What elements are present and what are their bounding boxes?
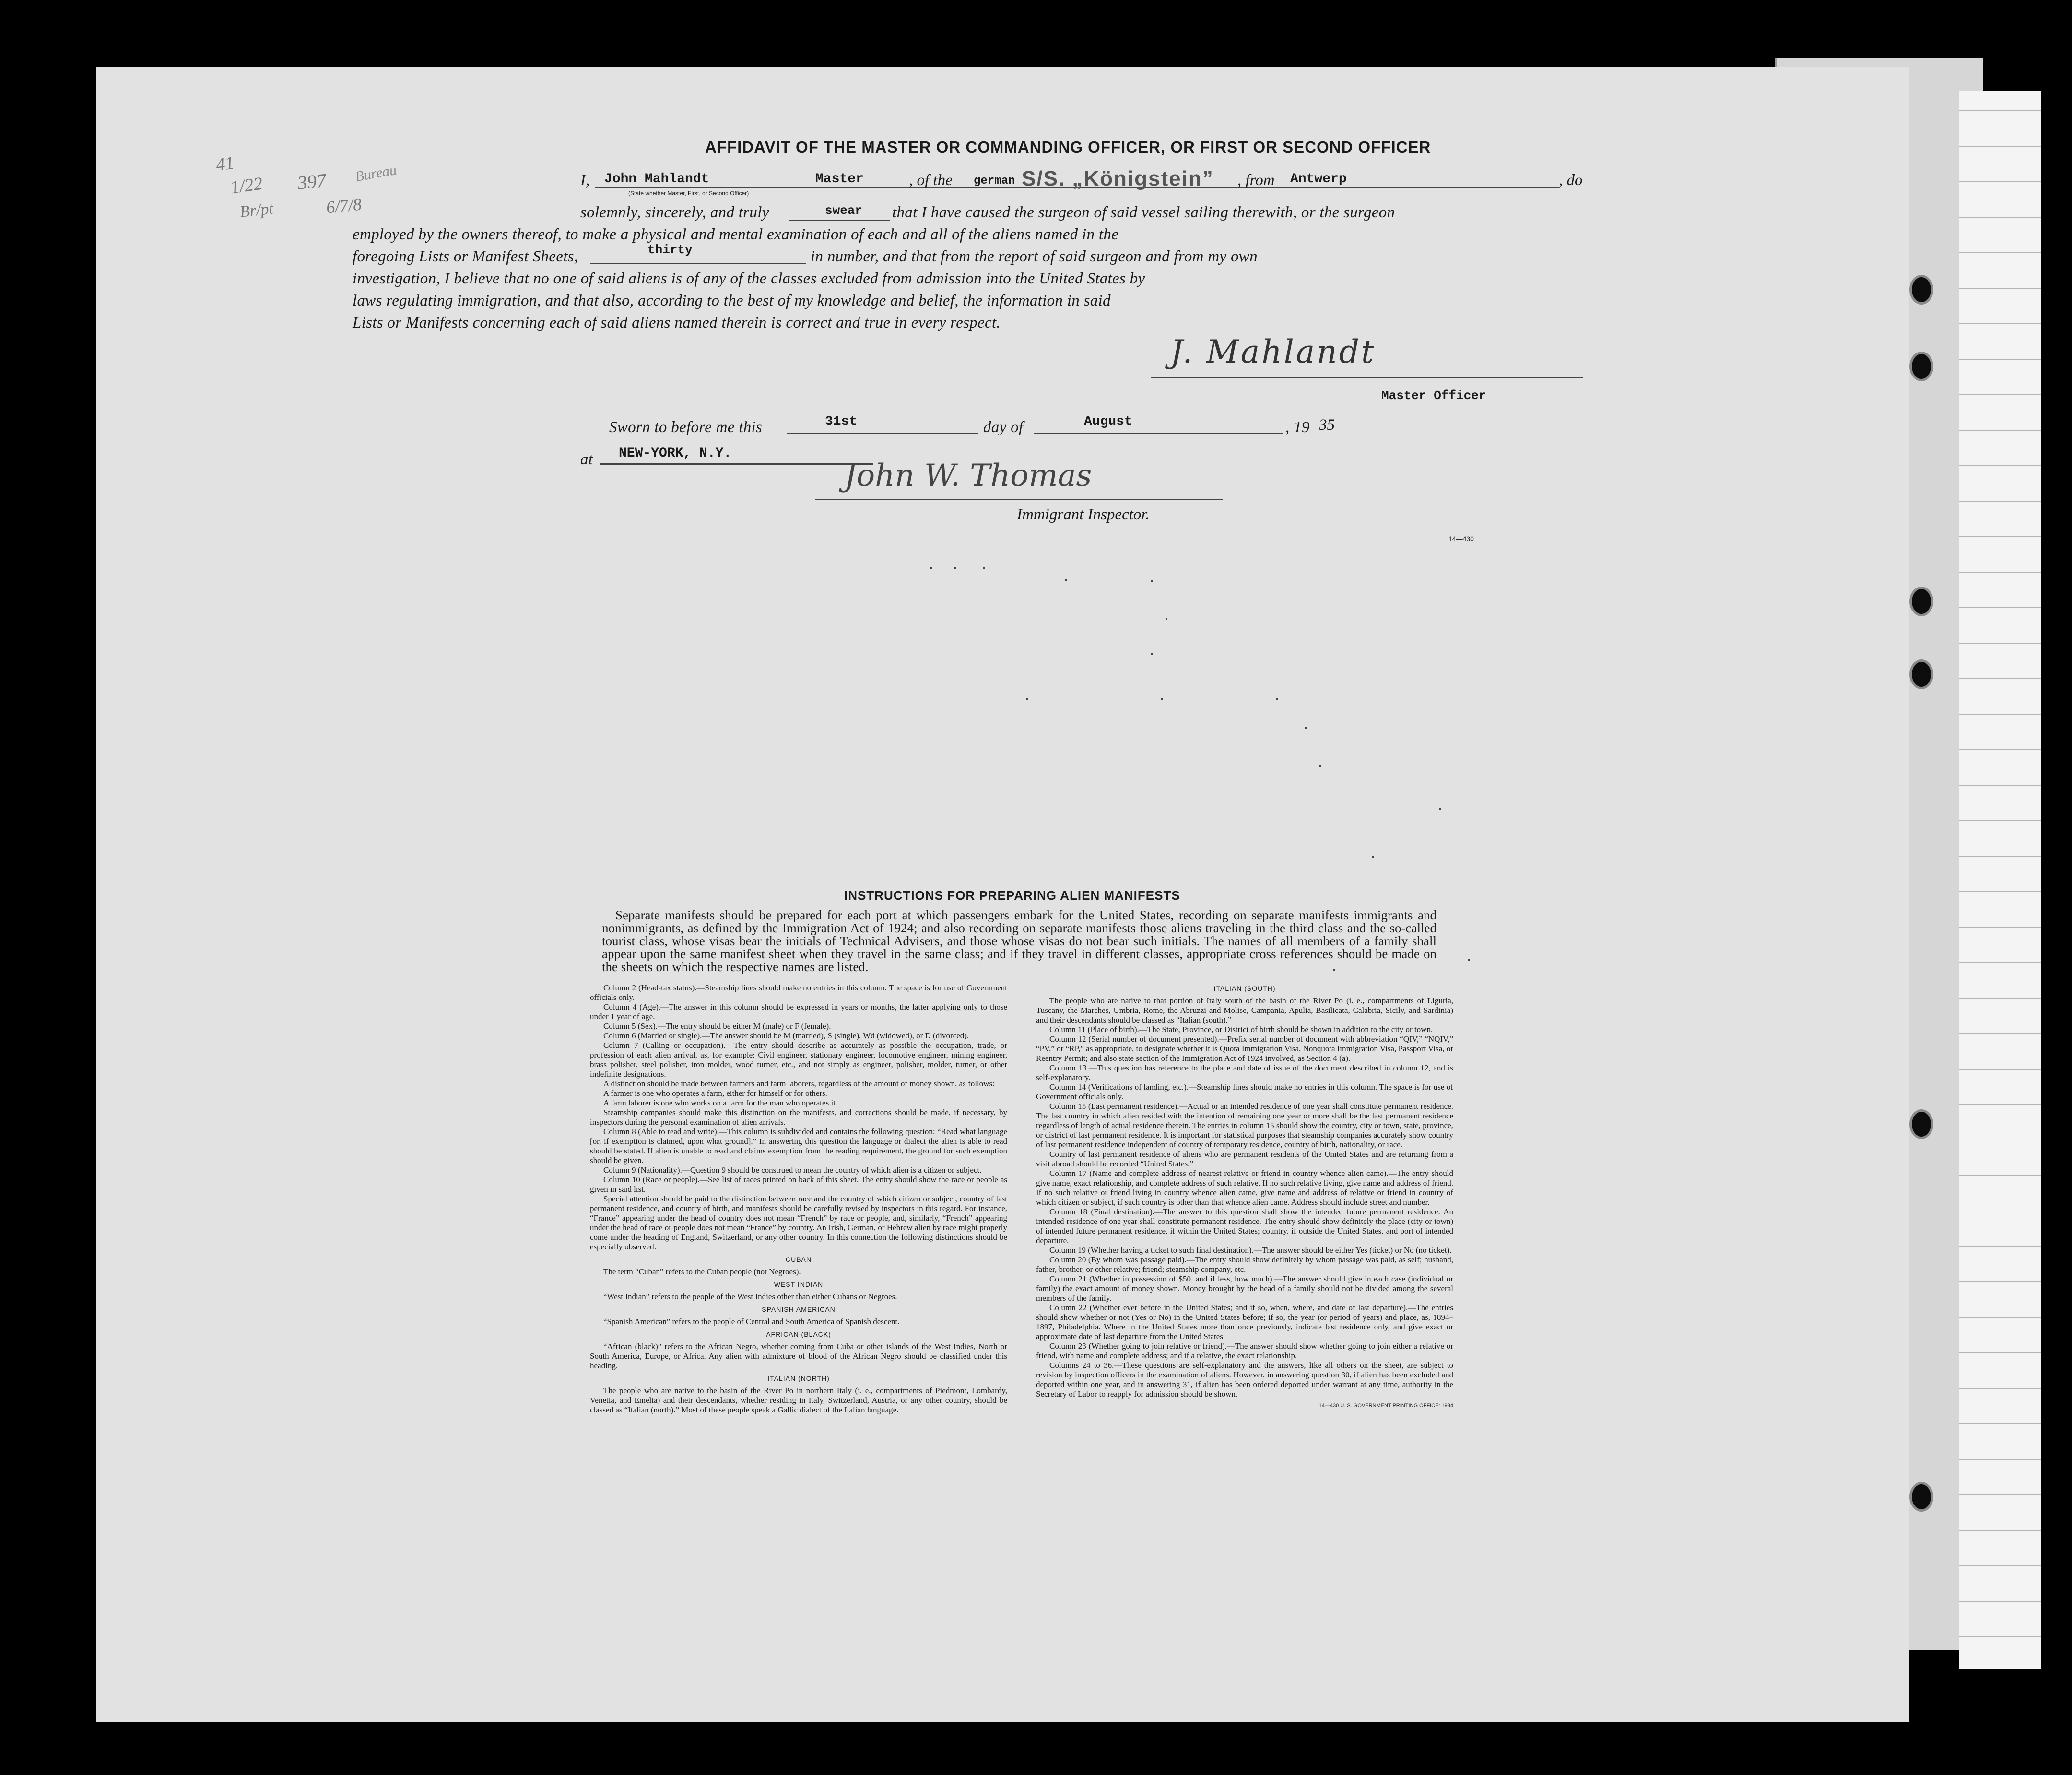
ruled-line [1959, 1281, 2041, 1282]
ruled-line [1959, 1530, 2041, 1531]
perforation-dot [1065, 579, 1067, 581]
ruled-line [1959, 1388, 2041, 1389]
departure-port: Antwerp [1290, 172, 1347, 187]
instruction-paragraph: Column 20 (By whom was passage paid).—The entry should show definitely by whom passage was paid, as self; husband, father, brother, or other relative; friend; steamship company, etc. [1036, 1255, 1453, 1274]
ruled-line [1959, 394, 2041, 395]
instruction-paragraph: The people who are native to the basin of the River Po in northern Italy (i. e., compartments of Piedmont, Lombardy, Venetia, and Emelia) and their descendants, whether residing in Italy, Switzerland, Austria, or any other country, should be classed as “Italian (north).” Most of these people speak a Gallic dialect of the Italian language. [590, 1386, 1007, 1414]
fill-line [600, 463, 873, 465]
ruled-line [1959, 785, 2041, 786]
affidavit-text: investigation, I believe that no one of said aliens is of any of the classes excluded from admission into the United States by [353, 270, 1145, 287]
at-label: at [580, 451, 593, 468]
perforation-dot [1026, 698, 1028, 700]
ruled-line [1959, 1246, 2041, 1247]
printing-office-footer: 14—430 U. S. GOVERNMENT PRINTING OFFICE: 1934 [1319, 1403, 1453, 1409]
instruction-paragraph: Country of last permanent residence of aliens who are permanent residents of the United States and are returning from a visit abroad should be recorded “United States.” [1036, 1150, 1453, 1168]
instruction-paragraph: Column 10 (Race or people).—See list of races printed on back of this sheet. The entry should show the race or people as given in said list. [590, 1175, 1007, 1194]
instruction-paragraph: Column 11 (Place of birth).—The State, Province, or District of birth should be shown in addition to the city or town. [1049, 1025, 1433, 1034]
perforation-dot [1372, 856, 1374, 858]
binder-hole [1912, 662, 1931, 687]
ruled-line [1959, 146, 2041, 147]
signature-line [815, 499, 1223, 500]
sworn-day: 31st [825, 414, 858, 429]
instruction-paragraph: Columns 24 to 36.—These questions are self-explanatory and the answers, like all others on the sheet, are subject to revision by inspection officers in the examination of aliens. However, in answering question 30, if alien has been excluded and deported within one year, and in answering 31, if alien has been ordered deported under warrant at any time, authority in the Secretary of Labor to reapply for admission should be shown. [1036, 1361, 1453, 1399]
affidavit-text: foregoing Lists or Manifest Sheets, [353, 248, 578, 265]
perforation-dot [1439, 808, 1441, 810]
instruction-paragraph: Column 23 (Whether going to join relative or friend).—The answer should show whether going to join either a relative or friend, with name and complete address; and if a relative, the exact relationship. [1036, 1341, 1453, 1360]
ruled-line [1959, 1317, 2041, 1318]
fill-line [595, 187, 1338, 188]
ruled-line [1959, 962, 2041, 963]
inspector-title: Immigrant Inspector. [1017, 506, 1150, 523]
fill-line [787, 433, 978, 434]
perforation-dot [1166, 618, 1167, 620]
instructions-intro [602, 909, 1436, 974]
ruled-line [1959, 1423, 2041, 1424]
master-name: John Mahlandt [604, 172, 709, 187]
sworn-year: 35 [1319, 416, 1335, 434]
from-label: , from [1237, 172, 1275, 189]
vessel-name-stamp: S/S. „Königstein” [1022, 167, 1214, 190]
instruction-paragraph: Column 5 (Sex).—The entry should be either M (male) or F (female). [603, 1022, 831, 1031]
instruction-paragraph: A farmer is one who operates a farm, either for himself or for others. [603, 1089, 827, 1098]
fill-line [1034, 433, 1283, 434]
affidavit-text: laws regulating immigration, and that also, according to the best of my knowledge and belief, the information in said [353, 292, 1111, 309]
perforation-dot [954, 567, 956, 569]
position-hint: (State whether Master, First, or Second Officer) [628, 190, 749, 197]
instruction-paragraph: “West Indian” refers to the people of the West Indies other than either Cubans or Negroes. [603, 1292, 897, 1301]
instruction-paragraph: Column 7 (Calling or occupation).—The entry should describe as accurately as possible the occupation, trade, or profession of each alien arrival, as, for example: Civil engineer, stationary engineer, locomotive engineer, mining engineer, brass polisher, steel polisher, iron molder, wood turner, etc., and not simply as engineer, polisher, molder, turner, or other indefinite designations. [590, 1041, 1007, 1079]
ruled-line [1959, 607, 2041, 608]
section-heading: AFRICAN (BLACK) [766, 1330, 831, 1338]
margin-note: 41 [214, 153, 235, 176]
instruction-paragraph: A distinction should be made between farmers and farm laborers, regardless of the amount of money shown, as follows: [603, 1079, 995, 1088]
instruction-paragraph: Column 17 (Name and complete address of nearest relative or friend in country whence alien came).—The entry should give name, exact relationship, and complete address of such relative. If no such relative living, give name and address of friend. If no such relative or friend living in country whence alien came, give name and address of relative or friend in country of which citizen or subject, if such country is other than that whence alien came. Address should include street and number. [1036, 1169, 1453, 1207]
instruction-paragraph: Column 13.—This question has reference to the place and date of issue of the document described in column 12, and is self-explanatory. [1036, 1063, 1453, 1082]
perforation-dot [1319, 765, 1321, 767]
ruled-line [1959, 1033, 2041, 1034]
margin-note: 397 [296, 169, 328, 194]
sworn-label: Sworn to before me this [609, 419, 763, 436]
section-heading: CUBAN [785, 1256, 812, 1263]
instruction-paragraph: Special attention should be paid to the distinction between race and the country of which citizen or subject, country of last permanent residence, and country of birth, and manifests should be carefully revised by inspectors in this regard. For instance, “France” appearing under the head of country does not mean “French” by race or people, and, similarly, “French” appearing under the head of race or people does not mean “France” by country. An Irish, German, or Hebrew alien by race might properly come under the heading of England, Switzerland, or any other country. In this connection the following distinctions should be especially observed: [590, 1194, 1007, 1251]
affidavit-title: AFFIDAVIT OF THE MASTER OR COMMANDING OFFICER, OR FIRST OR SECOND OFFICER [705, 138, 1431, 156]
ruled-line [1959, 856, 2041, 857]
instruction-paragraph: Column 12 (Serial number of document presented).—Prefix serial number of document with abbreviation “QIV,” “NQIV,” “PV,” or “RP,” as appropriate, to designate whether it is Quota Immigration Visa, Nonquota Immigration Visa, Passport Visa, or Reentry Permit; and also state section of the Immigration Act of 1924 involved, as Section 4 (a). [1036, 1034, 1453, 1063]
inspector-signature: John W. Thomas [844, 458, 1092, 494]
ruled-line [1959, 891, 2041, 892]
margin-note: Bureau [353, 162, 398, 185]
margin-note: Br/pt [239, 200, 274, 221]
instruction-paragraph: Column 6 (Married or single).—The answer should be M (married), S (single), Wd (widowed), or D (divorced). [603, 1031, 969, 1040]
margin-note: 1/22 [229, 173, 264, 198]
binder-hole [1912, 354, 1931, 379]
ruled-paper-strip [1959, 91, 2041, 1669]
ruled-line [1959, 323, 2041, 324]
binder-hole [1912, 1112, 1931, 1137]
intro-paragraph: Separate manifests should be prepared for each port at which passengers embark for the United States, recording on separate manifests immigrants and nonimmigrants, as defined by the Immigration Act of 1924; and also recording on separate manifests those aliens traveling in the third class and the so-called tourist class, whose visas bear the initials of Technical Advisers, and those whose visas do not bear such initials. The names of all members of a family shall appear upon the same manifest sheet when they travel in the same class; and if they travel in different classes, appropriate cross references should be made on the sheets on which the respective names are listed. [602, 908, 1436, 974]
officer-position: Master [815, 172, 864, 187]
perforation-dot [1276, 698, 1278, 700]
affidavit-text: that I have caused the surgeon of said vessel sailing therewith, or the surgeon [892, 204, 1395, 221]
ruled-line [1959, 465, 2041, 466]
ruled-line [1959, 181, 2041, 182]
affidavit-text: employed by the owners thereof, to make a physical and mental examination of each and all of the aliens named in the [353, 226, 1119, 243]
ruled-line [1959, 1459, 2041, 1460]
instruction-paragraph: A farm laborer is one who works on a farm for the man who operates it. [603, 1098, 838, 1107]
ruled-line [1959, 1352, 2041, 1353]
fill-line [590, 263, 806, 264]
binder-hole [1912, 277, 1931, 302]
oath-verb: swear [825, 203, 863, 218]
sworn-month: August [1084, 414, 1132, 429]
instruction-paragraph: Column 18 (Final destination).—The answer to this question shall show the intended future permanent residence. An intended residence of one year shall constitute permanent residence. The entry should show definitely the place (city or town) of intended future permanent residence, if within the United States; country, if outside the United States, and port of intended departure. [1036, 1207, 1453, 1245]
master-signature: J. Mahlandt [1170, 333, 1376, 370]
section-heading: ITALIAN (SOUTH) [1213, 985, 1276, 992]
ruled-line [1959, 678, 2041, 679]
instructions-left-column [590, 983, 1007, 1415]
ruled-line [1959, 110, 2041, 111]
ruled-line [1959, 1494, 2041, 1495]
perforation-dot [1151, 653, 1153, 655]
ruled-line [1959, 430, 2041, 431]
instruction-paragraph: Column 19 (Whether having a ticket to such final destination).—The answer should be either Yes (ticket) or No (no ticket). [1049, 1246, 1452, 1255]
instruction-paragraph: Column 8 (Able to read and write).—This column is subdivided and contains the following question: “Read what language [or, if exemption is claimed, upon what ground].” In answering this question the language or dialect the alien is able to read should be stated. If alien is unable to read and claims exemption from the reading requirement, the ground for such exemption should be given. [590, 1127, 1007, 1165]
perforation-dot [1161, 698, 1163, 700]
signature-line [1151, 377, 1583, 378]
affidavit-text: solemnly, sincerely, and truly [580, 204, 769, 221]
perforation-dot [1468, 959, 1470, 961]
instruction-paragraph: “African (black)” refers to the African Negro, whether coming from Cuba or other islands of the West Indies, North or South America, Europe, or Africa. Any alien with admixture of blood of the African Negro should be classified under this heading. [590, 1342, 1007, 1370]
ruled-line [1959, 501, 2041, 502]
instruction-paragraph: The people who are native to that portion of Italy south of the basin of the River Po (i. e., compartments of Liguria, Tuscany, the Marches, Umbria, Rome, the Abruzzi and Molise, Campania, Apulia, Basilicata, Calabria, Sicily, and Sardinia) and their descendants should be classed as “Italian (south).” [1036, 996, 1453, 1024]
instruction-paragraph: “Spanish American” refers to the people of Central and South America of Spanish descent. [603, 1317, 900, 1326]
section-heading: ITALIAN (NORTH) [767, 1375, 830, 1382]
form-number: 14—430 [1448, 535, 1474, 542]
perforation-dot [1305, 727, 1307, 729]
year-prefix: , 19 [1285, 419, 1310, 436]
ruled-line [1959, 820, 2041, 821]
ruled-line [1959, 1175, 2041, 1176]
ruled-line [1959, 927, 2041, 928]
ruled-line [1959, 1565, 2041, 1566]
instructions-right-column [1036, 981, 1453, 1411]
ruled-line [1959, 359, 2041, 360]
perforation-dot [930, 567, 932, 569]
ruled-line [1959, 749, 2041, 750]
ruled-line [1959, 1636, 2041, 1637]
instruction-paragraph: Column 9 (Nationality).—Question 9 should be construed to mean the country of which alien is a citizen or subject. [603, 1165, 982, 1175]
instruction-paragraph: Column 15 (Last permanent residence).—Actual or an intended residence of one year shall constitute permanent residence. The last country in which alien resided with the intention of remaining one year or more shall be the last permanent residence regardless of length of actual residence therein. The entries in column 15 should show the country, city or town, state, province, or district of last permanent residence. It is important for statistical purposes that steamship companies accurately show country of last permanent residence independent of country of temporary residence, country of birth, nationality, or race. [1036, 1102, 1453, 1149]
manifest-sheet [96, 67, 1909, 1722]
ruled-line [1959, 1104, 2041, 1105]
instruction-paragraph: Column 2 (Head-tax status).—Steamship lines should make no entries in this column. The space is for use of Government officials only. [590, 983, 1007, 1002]
ruled-line [1959, 536, 2041, 537]
ruled-line [1959, 643, 2041, 644]
ruled-line [1959, 217, 2041, 218]
affidavit-text: in number, and that from the report of said surgeon and from my own [811, 248, 1258, 265]
instruction-paragraph: Column 14 (Verifications of landing, etc.).—Steamship lines should make no entries in this column. The space is for use of Government officials only. [1036, 1082, 1453, 1101]
instruction-paragraph: The term “Cuban” refers to the Cuban people (not Negroes). [603, 1267, 801, 1276]
ruled-line [1959, 1069, 2041, 1070]
perforation-dot [1151, 580, 1153, 582]
ruled-line [1959, 252, 2041, 253]
sworn-place: NEW-YORK, N.Y. [619, 446, 732, 461]
affidavit-text: Lists or Manifests concerning each of said aliens named therein is correct and true in every respect. [353, 314, 1001, 331]
binder-hole [1912, 1484, 1931, 1509]
instruction-paragraph: Steamship companies should make this distinction on the manifests, and corrections should be made, if necessary, by inspectors during the personal examination of alien arrivals. [590, 1108, 1007, 1127]
fill-line [789, 220, 890, 221]
sheet-count: thirty [648, 243, 693, 257]
ruled-line [1959, 288, 2041, 289]
instruction-paragraph: Column 4 (Age).—The answer in this column should be expressed in years or months, the latter applying only to those under 1 year of age. [590, 1002, 1007, 1021]
instructions-title: INSTRUCTIONS FOR PREPARING ALIEN MANIFESTS [844, 888, 1180, 903]
instruction-paragraph: Column 22 (Whether ever before in the United States; and if so, when, where, and date of last departure).—The entries should show whether or not (Yes or No) in the United States before; if so, the year (or period of years) and place, as, 1894–1897, Philadelphia. Where in the United States more than once previously, indicate last residence only, and give exact or approximate date of last departure from the United States. [1036, 1303, 1453, 1341]
day-of-label: day of [983, 419, 1024, 436]
margin-note: 6/7/8 [325, 194, 363, 217]
ruled-line [1959, 998, 2041, 999]
binder-hole [1912, 589, 1931, 614]
vessel-nationality: german [974, 175, 1015, 188]
ruled-line [1959, 1601, 2041, 1602]
section-heading: WEST INDIAN [774, 1281, 824, 1288]
instruction-paragraph: Column 21 (Whether in possession of $50, and if less, how much).—The answer should give in each case (individual or family) the exact amount of money shown. Money brought by the head of a family should not be divided among the several members of the family. [1036, 1274, 1453, 1303]
perforation-dot [983, 567, 985, 569]
section-heading: SPANISH AMERICAN [762, 1305, 836, 1313]
signer-title: Master Officer [1381, 388, 1486, 403]
of-the-label: , of the [909, 172, 953, 189]
ruled-line [1959, 714, 2041, 715]
affidavit-prefix: I, [580, 172, 590, 189]
do-label: , do [1559, 172, 1583, 189]
ruled-line [1959, 572, 2041, 573]
fill-line [1290, 187, 1559, 188]
